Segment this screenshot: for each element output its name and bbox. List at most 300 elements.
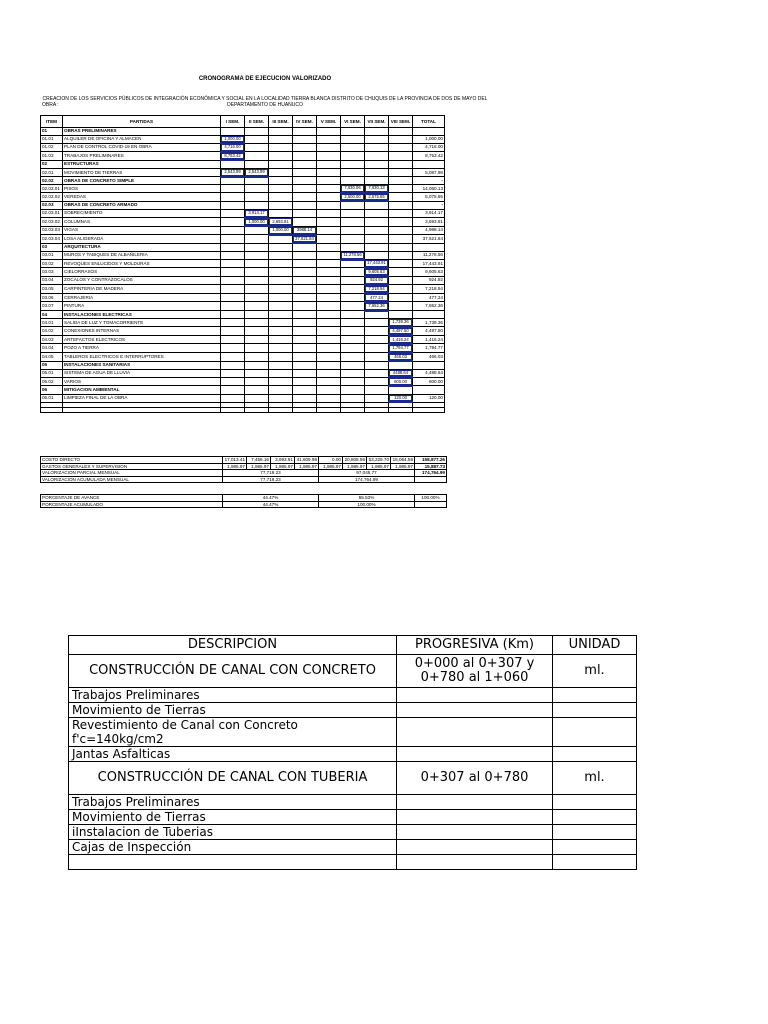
group-row [41,311,445,319]
week-cell [317,128,341,136]
item-code: 01.01 [41,135,63,143]
week-cell [269,311,293,319]
percent-cell: 55.53% [319,495,415,502]
week-cell [389,235,413,244]
week-cell [293,361,317,369]
week-cell [269,377,293,386]
row-total: 7,652.36 [413,302,445,311]
week-cell [365,319,389,327]
row-total: 1,794.77 [413,344,445,353]
week-cell [269,168,293,176]
week-cell [221,302,245,311]
week-cell [293,311,317,319]
week-cell [365,218,389,227]
row-total: 4,988.14 [413,226,445,235]
item-code: 04.03 [41,335,63,344]
week-cell [341,160,365,168]
row-total: 4,497.50 [413,327,445,336]
item-name: VIGAS [63,226,221,235]
row-total [413,243,445,251]
row-total: 17,443.91 [413,260,445,268]
week-cell: 2,543.99 [245,168,269,176]
row-total: 37,621.84 [413,235,445,244]
section-canal-concreto [69,655,637,688]
summary-label: GASTOS GENERALES Y SUPERVISION [41,463,223,470]
empty-cell [413,408,445,413]
week-cell: 7,218.94 [365,285,389,294]
percent-avance [41,495,447,502]
week-cell [341,201,365,209]
week-cell [317,302,341,311]
summary-cell: 1,985.97 [247,463,271,470]
list-item [69,688,637,703]
week-cell [389,302,413,311]
week-cell [269,260,293,268]
week-cell [389,260,413,268]
row-total: 4,716.00 [413,143,445,152]
week-cell: 2,693.81 [269,218,293,227]
week-cell [221,201,245,209]
week-cell [269,143,293,152]
week-cell: 1,000.00 [245,218,269,227]
week-cell: 3988.14 [293,226,317,235]
table-row [41,251,445,259]
percent-cell [415,501,447,508]
item-name: MITIGACION AMBIENTAL [63,386,221,394]
week-cell [341,135,365,143]
table-row [41,268,445,277]
row-total: 1,000.00 [413,135,445,143]
week-cell [317,235,341,244]
week-cell [269,319,293,327]
col-sem-1: I SEM. [221,116,245,128]
week-cell [341,335,365,344]
week-cell [293,369,317,377]
item-name: ALQUILER DE OFICINA Y ALMACEN [63,135,221,143]
week-cell [317,209,341,217]
table-row [41,143,445,152]
week-cell [245,193,269,202]
week-cell [269,293,293,302]
week-cell [293,168,317,176]
week-cell [389,135,413,143]
week-cell [293,327,317,336]
group-row [41,243,445,251]
row-total: 8,753.42 [413,152,445,161]
row-total: 477.24 [413,293,445,302]
week-cell [365,201,389,209]
row-total: 11,278.56 [413,251,445,259]
table-row [41,353,445,362]
item-name: VEREDAS [63,193,221,202]
week-cell [245,327,269,336]
percent-table [40,494,447,508]
week-cell [365,394,389,402]
week-cell [245,335,269,344]
summary-cell: 41,609.98 [295,457,319,464]
week-cell [365,160,389,168]
spacer-row [41,408,445,413]
week-cell [341,302,365,311]
week-cell [221,335,245,344]
item-label: Jantas Asfalticas [69,747,397,762]
table-row [41,260,445,268]
week-cell [269,386,293,394]
week-cell [221,319,245,327]
item-code: 05.01 [41,369,63,377]
week-cell [293,260,317,268]
group-row [41,201,445,209]
week-cell [245,285,269,294]
page-title: CRONOGRAMA DE EJECUCION VALORIZADO [198,76,332,82]
week-cell [293,386,317,394]
week-cell: 600.00 [389,377,413,386]
week-cell [389,128,413,136]
item-code: 03.05 [41,285,63,294]
week-cell [341,353,365,362]
empty-cell [365,408,389,413]
week-cell [269,369,293,377]
week-cell [317,311,341,319]
week-cell [341,235,365,244]
week-cell [365,177,389,185]
row-total: 7,218.94 [413,285,445,294]
item-code: 03.01 [41,251,63,259]
week-cell [317,268,341,277]
list-item [69,703,637,718]
row-total: 3,914.17 [413,209,445,217]
week-cell [269,344,293,353]
item-code: 03.07 [41,302,63,311]
item-name: COLUMNAS [63,218,221,227]
week-cell [221,369,245,377]
week-cell [389,285,413,294]
row-total [413,361,445,369]
week-cell: 4,497.50 [389,327,413,336]
week-cell [293,394,317,402]
week-cell [221,209,245,217]
week-cell [389,201,413,209]
week-cell [293,135,317,143]
item-label: Cajas de Inspección [69,840,397,855]
week-cell [317,276,341,285]
item-name: MOVIMIENTO DE TIERRAS [63,168,221,176]
description-table [68,635,637,870]
week-cell [341,218,365,227]
week-cell [365,335,389,344]
item-name: PINTURA [63,302,221,311]
week-cell [269,193,293,202]
table-row [41,168,445,176]
table-row [41,394,445,402]
item-code: 02.03 [41,201,63,209]
week-cell [293,128,317,136]
week-cell [269,268,293,277]
group-row [41,177,445,185]
week-cell: 1,416.24 [389,335,413,344]
item-name: REVOQUES ENLUCIDOS Y MOLDURAS [63,260,221,268]
week-cell [245,135,269,143]
list-item [69,747,637,762]
week-cell [221,327,245,336]
table-row [41,218,445,227]
empty-cell [389,408,413,413]
obra-label: OBRA : [42,102,59,108]
week-cell [389,193,413,202]
item-code: 03.04 [41,276,63,285]
row-total: 9,605.63 [413,268,445,277]
week-cell: 3,914.17 [245,209,269,217]
row-total: 3,693.81 [413,218,445,227]
week-cell: 7,652.36 [365,302,389,311]
col-item: ITEM [41,116,63,128]
week-cell [317,168,341,176]
summary-cell: 174,764.99 [319,476,415,483]
item-code: 03.02 [41,260,63,268]
week-cell [365,235,389,244]
item-code: 01.03 [41,152,63,161]
item-name: LOSA ALIGERADA [63,235,221,244]
table-row [41,226,445,235]
week-cell: 17,443.91 [365,260,389,268]
week-cell [293,177,317,185]
week-cell [341,361,365,369]
week-cell [317,177,341,185]
row-total [413,160,445,168]
week-cell [221,177,245,185]
section-title: CONSTRUCCIÓN DE CANAL CON CONCRETO [69,655,397,688]
week-cell [293,209,317,217]
week-cell [317,218,341,227]
week-cell [245,143,269,152]
week-cell [269,160,293,168]
week-cell [221,260,245,268]
week-cell [341,344,365,353]
row-total: 5,075.65 [413,193,445,202]
week-cell [269,285,293,294]
week-cell [365,369,389,377]
row-total: 4,488.64 [413,369,445,377]
week-cell [293,285,317,294]
week-cell [389,209,413,217]
item-name: INSTALACIONES SANITARIAS [63,361,221,369]
week-cell: 120.00 [389,394,413,402]
week-cell [269,185,293,193]
summary-total: 174,764.99 [415,470,447,477]
week-cell [389,226,413,235]
item-code: 03.06 [41,293,63,302]
week-cell [317,243,341,251]
table-row [41,344,445,353]
week-cell [245,302,269,311]
week-cell [245,160,269,168]
week-cell [245,319,269,327]
list-item [69,795,637,810]
table-row [41,377,445,386]
col-sem-2: II SEM. [245,116,269,128]
week-cell [293,160,317,168]
item-name: VARIOS [63,377,221,386]
week-cell [245,369,269,377]
week-cell [269,361,293,369]
section-title: CONSTRUCCIÓN DE CANAL CON TUBERIA [69,762,397,795]
week-cell [293,152,317,161]
table-row [41,235,445,244]
item-label: Trabajos Preliminares [69,688,397,703]
week-cell [293,201,317,209]
week-cell [293,302,317,311]
week-cell [245,201,269,209]
empty-cell [41,408,63,413]
week-cell [365,377,389,386]
week-cell [341,293,365,302]
week-cell [389,268,413,277]
row-total: 924.92 [413,276,445,285]
week-cell [341,319,365,327]
item-code: 02 [41,160,63,168]
week-cell [365,251,389,259]
week-cell [317,327,341,336]
week-cell [269,209,293,217]
table-row [41,302,445,311]
week-cell [365,386,389,394]
week-cell [269,327,293,336]
week-cell [269,353,293,362]
week-cell [221,185,245,193]
row-total: 1,416.24 [413,335,445,344]
week-cell [317,251,341,259]
week-cell [269,152,293,161]
week-cell [293,335,317,344]
col-total: TOTAL [413,116,445,128]
item-name: ESTRUCTURAS [63,160,221,168]
week-cell [245,185,269,193]
item-code: 04 [41,311,63,319]
section-progresiva: 0+307 al 0+780 [397,762,553,795]
summary-cell: 1,985.97 [391,463,415,470]
week-cell [389,168,413,176]
week-cell [245,353,269,362]
week-cell [293,218,317,227]
summary-cell: 1,985.97 [343,463,367,470]
week-cell [389,311,413,319]
week-cell [365,353,389,362]
row-total: - [413,201,445,209]
table-row [41,276,445,285]
week-cell [221,218,245,227]
week-cell [221,285,245,294]
week-cell [365,361,389,369]
week-cell [341,128,365,136]
table-row [41,209,445,217]
item-code: 05.02 [41,377,63,386]
week-cell [245,311,269,319]
percent-label: PORCENTAJE DE AVANCE [41,495,223,502]
summary-costo-directo [41,457,447,464]
week-cell [317,226,341,235]
week-cell [269,335,293,344]
table-row [41,327,445,336]
week-cell [245,268,269,277]
week-cell [221,268,245,277]
week-cell [221,394,245,402]
week-cell: 1,794.77 [389,344,413,353]
summary-cell: 1,985.97 [223,463,247,470]
week-cell [245,177,269,185]
week-cell [245,235,269,244]
col-descripcion: DESCRIPCION [69,636,397,655]
week-cell [293,293,317,302]
week-cell: 466.03 [389,353,413,362]
week-cell [317,135,341,143]
item-name: LIMPIEZA FINAL DE LA OBRA [63,394,221,402]
summary-cell: 77,719.23 [223,470,319,477]
week-cell [245,386,269,394]
week-cell [317,152,341,161]
week-cell [341,260,365,268]
item-name: TABLEROS ELECTRICOS E INTERRUPTORES [63,353,221,362]
week-cell [293,185,317,193]
list-item [69,840,637,855]
item-name: MUROS Y TABIQUES DE ALBAÑILERIA [63,251,221,259]
week-cell [317,369,341,377]
week-cell [293,268,317,277]
week-cell [317,377,341,386]
project-description [40,96,490,108]
week-cell [389,243,413,251]
week-cell [269,201,293,209]
week-cell [293,344,317,353]
empty-cell [221,408,245,413]
summary-label: VALORIZACION ACUMULADA MENSUAL [41,476,223,483]
week-cell [221,251,245,259]
summary-table [40,456,447,483]
week-cell [389,386,413,394]
week-cell [389,177,413,185]
empty-cell [269,408,293,413]
week-cell [221,243,245,251]
row-total: - [413,177,445,185]
row-total [413,128,445,136]
item-name: SOBRECIMIENTO [63,209,221,217]
item-label: iInstalacion de Tuberias [69,825,397,840]
list-item [69,855,637,870]
summary-cell: 77,719.23 [223,476,319,483]
summary-cell: 1,985.97 [367,463,391,470]
item-code: 04.04 [41,344,63,353]
week-cell [317,285,341,294]
percent-cell: 100.00% [319,501,415,508]
item-code: 02.02.02 [41,193,63,202]
week-cell: 4,716.00 [221,143,245,152]
item-name: CONEXIONES INTERNAS [63,327,221,336]
item-name: OBRAS PRELIMINARES [63,128,221,136]
summary-acumulada [41,476,447,483]
summary-cell: 1,985.97 [295,463,319,470]
summary-cell: 15,064.58 [391,457,415,464]
section-unidad: ml. [553,655,637,688]
week-cell [317,143,341,152]
summary-parcial [41,470,447,477]
item-code: 02.03.03 [41,226,63,235]
week-cell [365,226,389,235]
summary-label: VALORIZACION PARCIAL MENSUAL [41,470,223,477]
week-cell [389,160,413,168]
week-cell [365,344,389,353]
week-cell [341,243,365,251]
col-sem-5: V SEM. [317,116,341,128]
item-code: 04.02 [41,327,63,336]
